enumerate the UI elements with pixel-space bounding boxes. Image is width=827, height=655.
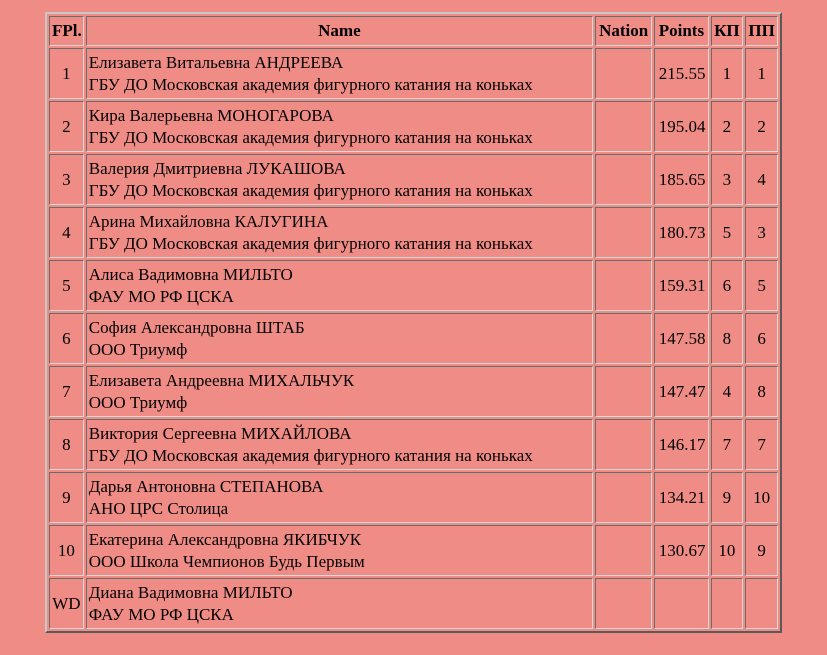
table-row	[49, 313, 778, 364]
skater-name: Кира Валерьевна МОНОГАРОВА	[88, 105, 334, 125]
cell-kp: 9	[711, 472, 744, 523]
cell-name	[86, 48, 593, 99]
cell-fpl: 7	[49, 366, 84, 417]
cell-name	[86, 101, 593, 152]
cell-fpl: 2	[49, 101, 84, 152]
skater-name: Елизавета Витальевна АНДРЕЕВА	[88, 52, 344, 72]
skater-name: Виктория Сергеевна МИХАЙЛОВА	[88, 423, 352, 443]
skater-club: ФАУ МО РФ ЦСКА	[88, 604, 234, 624]
table-row	[49, 366, 778, 417]
cell-kp: 4	[711, 366, 744, 417]
cell-kp	[711, 578, 744, 629]
cell-pp: 10	[745, 472, 778, 523]
cell-fpl: 4	[49, 207, 84, 258]
skater-club: ООО Школа Чемпионов Будь Первым	[88, 551, 365, 571]
cell-name	[86, 207, 593, 258]
cell-points: 195.04	[654, 101, 708, 152]
skater-name: Диана Вадимовна МИЛЬТО	[88, 582, 293, 602]
cell-points: 180.73	[654, 207, 708, 258]
cell-kp: 10	[711, 525, 744, 576]
cell-pp: 7	[745, 419, 778, 470]
header-nation: Nation	[595, 16, 652, 46]
header-name: Name	[86, 16, 593, 46]
skater-club: ООО Триумф	[88, 392, 188, 412]
results-container	[45, 12, 782, 633]
cell-nation	[595, 313, 652, 364]
cell-nation	[595, 101, 652, 152]
cell-points: 215.55	[654, 48, 708, 99]
skater-club: ООО Триумф	[88, 339, 188, 359]
cell-nation	[595, 207, 652, 258]
cell-kp: 7	[711, 419, 744, 470]
cell-fpl: 6	[49, 313, 84, 364]
cell-nation	[595, 48, 652, 99]
skater-name: Валерия Дмитриевна ЛУКАШОВА	[88, 158, 346, 178]
cell-pp	[745, 578, 778, 629]
cell-pp: 1	[745, 48, 778, 99]
cell-nation	[595, 472, 652, 523]
cell-name	[86, 366, 593, 417]
skater-club: ГБУ ДО Московская академия фигурного катания на коньках	[88, 180, 533, 200]
cell-kp: 5	[711, 207, 744, 258]
skater-name: Дарья Антоновна СТЕПАНОВА	[88, 476, 324, 496]
skater-club: ГБУ ДО Московская академия фигурного катания на коньках	[88, 233, 533, 253]
cell-pp: 2	[745, 101, 778, 152]
cell-pp: 5	[745, 260, 778, 311]
cell-fpl: WD	[49, 578, 84, 629]
cell-points: 130.67	[654, 525, 708, 576]
cell-name	[86, 525, 593, 576]
cell-points: 146.17	[654, 419, 708, 470]
cell-name	[86, 419, 593, 470]
cell-nation	[595, 154, 652, 205]
cell-pp: 8	[745, 366, 778, 417]
skater-club: ГБУ ДО Московская академия фигурного катания на коньках	[88, 445, 533, 465]
table-row	[49, 260, 778, 311]
skater-club: ГБУ ДО Московская академия фигурного катания на коньках	[88, 127, 533, 147]
cell-nation	[595, 366, 652, 417]
cell-fpl: 1	[49, 48, 84, 99]
skater-name: Арина Михайловна КАЛУГИНА	[88, 211, 329, 231]
skater-name: Елизавета Андреевна МИХАЛЬЧУК	[88, 370, 355, 390]
header-kp: КП	[711, 16, 744, 46]
results-table	[45, 12, 782, 633]
cell-fpl: 8	[49, 419, 84, 470]
cell-pp: 9	[745, 525, 778, 576]
table-row	[49, 207, 778, 258]
cell-kp: 3	[711, 154, 744, 205]
header-pp: ПП	[745, 16, 778, 46]
cell-points: 159.31	[654, 260, 708, 311]
cell-name	[86, 154, 593, 205]
skater-club: ГБУ ДО Московская академия фигурного катания на коньках	[88, 74, 533, 94]
table-row	[49, 101, 778, 152]
cell-nation	[595, 260, 652, 311]
table-row	[49, 578, 778, 629]
cell-kp: 8	[711, 313, 744, 364]
table-row	[49, 154, 778, 205]
cell-kp: 1	[711, 48, 744, 99]
cell-points	[654, 578, 708, 629]
table-row	[49, 525, 778, 576]
cell-fpl: 5	[49, 260, 84, 311]
cell-points: 185.65	[654, 154, 708, 205]
table-row	[49, 419, 778, 470]
header-points: Points	[654, 16, 708, 46]
cell-name	[86, 313, 593, 364]
cell-points: 147.47	[654, 366, 708, 417]
cell-nation	[595, 578, 652, 629]
header-row	[49, 16, 778, 46]
cell-kp: 2	[711, 101, 744, 152]
table-row	[49, 48, 778, 99]
cell-nation	[595, 525, 652, 576]
skater-name: Алиса Вадимовна МИЛЬТО	[88, 264, 293, 284]
skater-club: ФАУ МО РФ ЦСКА	[88, 286, 234, 306]
skater-club: АНО ЦРС Столица	[88, 498, 229, 518]
cell-pp: 6	[745, 313, 778, 364]
cell-name	[86, 260, 593, 311]
cell-pp: 3	[745, 207, 778, 258]
cell-points: 134.21	[654, 472, 708, 523]
header-fpl: FPl.	[49, 16, 84, 46]
skater-name: Екатерина Александровна ЯКИБЧУК	[88, 529, 362, 549]
cell-name	[86, 578, 593, 629]
cell-name	[86, 472, 593, 523]
cell-points: 147.58	[654, 313, 708, 364]
cell-fpl: 3	[49, 154, 84, 205]
table-row	[49, 472, 778, 523]
cell-fpl: 10	[49, 525, 84, 576]
skater-name: София Александровна ШТАБ	[88, 317, 305, 337]
cell-nation	[595, 419, 652, 470]
cell-fpl: 9	[49, 472, 84, 523]
cell-pp: 4	[745, 154, 778, 205]
cell-kp: 6	[711, 260, 744, 311]
